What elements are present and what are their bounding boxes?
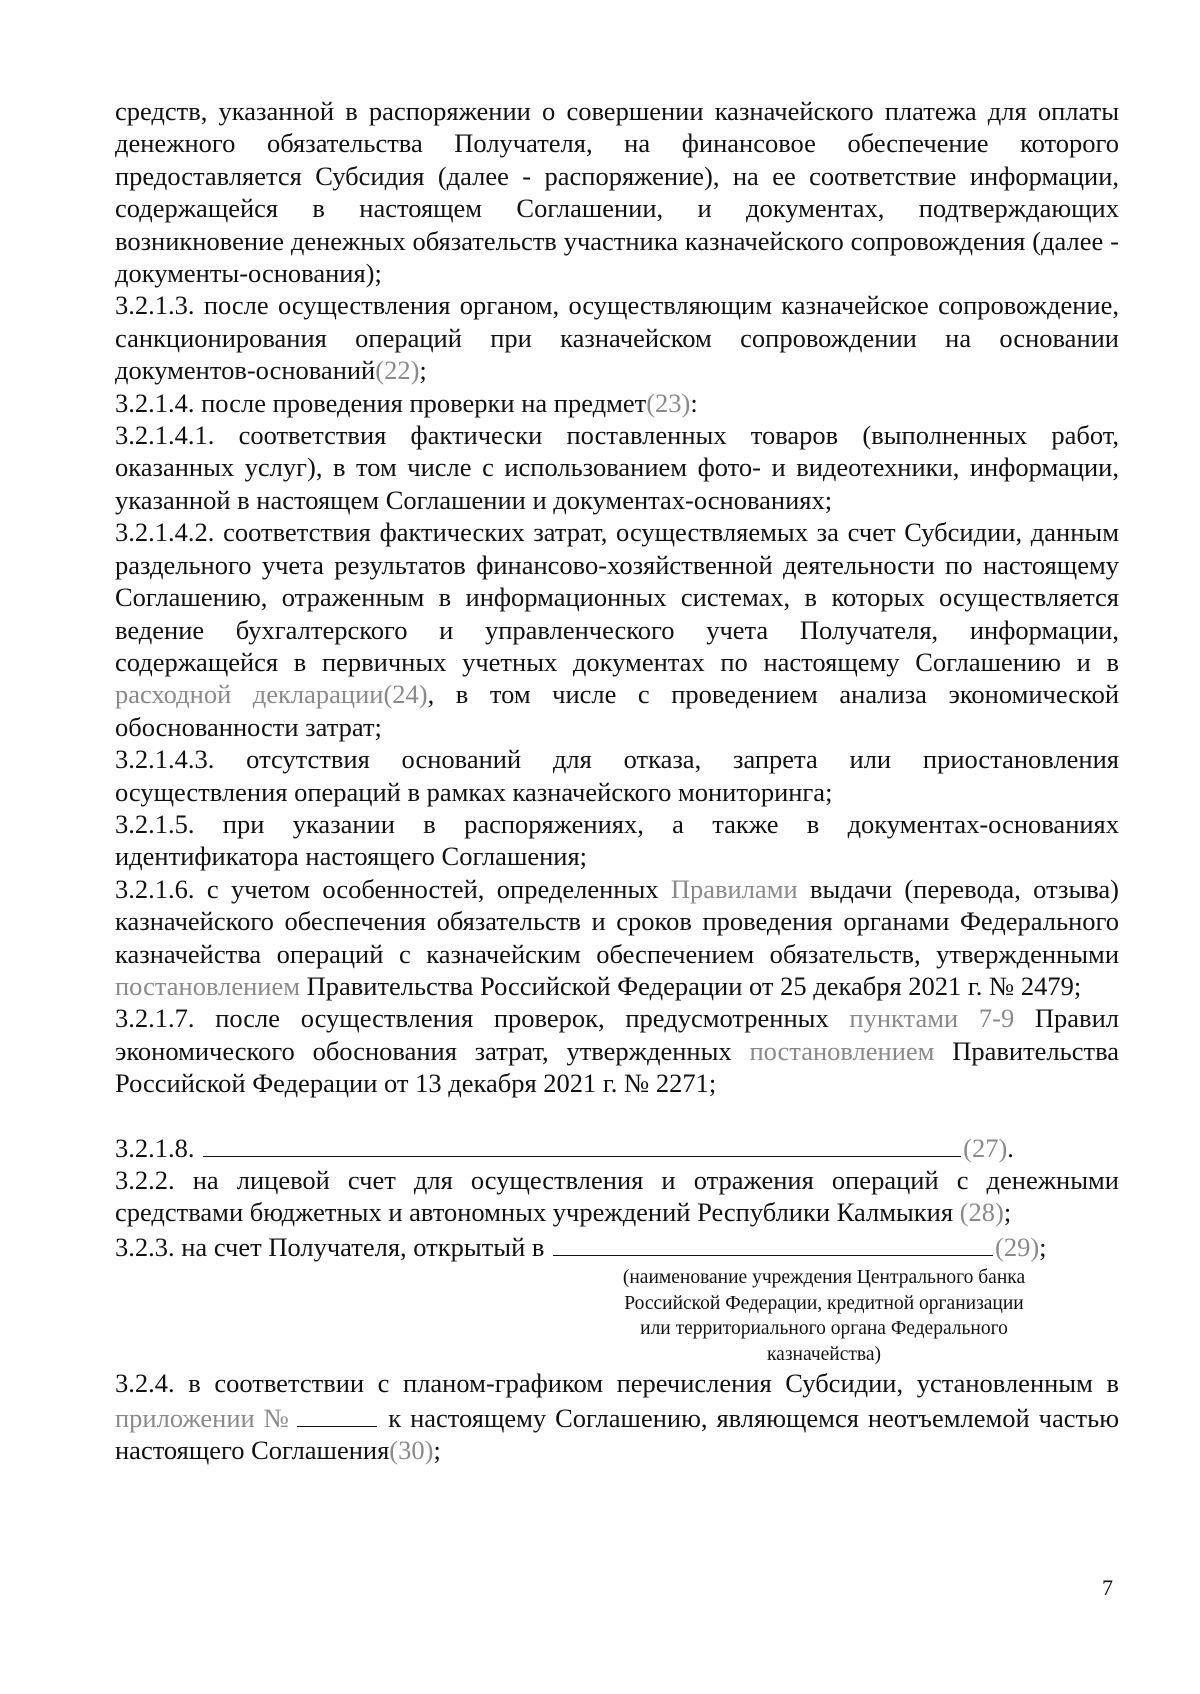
footnote-link-29[interactable]: (29) — [995, 1231, 1040, 1262]
footnote-link-23[interactable]: (23) — [646, 387, 691, 418]
paragraph-3-2-1-8 — [115, 1130, 1119, 1164]
paragraph-text: 3.2.1.6. с учетом особенностей, определенных — [115, 873, 671, 904]
resolution-link[interactable]: постановлением — [749, 1035, 935, 1066]
footnote-link-22[interactable]: (22) — [375, 355, 420, 386]
paragraph-end: Правительства Российской Федерации от 25 декабря 2021 г. № 2479; — [300, 970, 1082, 1001]
appendix-link[interactable]: приложении № — [115, 1402, 292, 1433]
paragraph-3-2-1-4-2 — [115, 516, 1119, 743]
resolution-link[interactable]: постановлением — [115, 970, 300, 1001]
spacer — [115, 1100, 1119, 1130]
paragraph-end: ; — [1039, 1231, 1047, 1262]
body-text — [115, 95, 1119, 1466]
paragraph-end: ; — [419, 355, 427, 386]
paragraph-3-2-2 — [115, 1164, 1119, 1229]
footnote-link-30[interactable]: (30) — [389, 1435, 434, 1466]
paragraph-text: выдачи (перевода, отзыва) казначейского обеспечения обязательств и сроков проведения органами Федерального казначейства операций с казначейским обеспечением обязательств, утвержденными — [115, 873, 1120, 969]
paragraph-text: Правил экономического обоснования затрат, утвержденных — [115, 1003, 1119, 1066]
paragraph-text: 3.2.1.3. после осуществления органом, осуществляющим казначейское сопровождение, санкционирования операций при казначейском сопровождении на основании документов-оснований — [115, 290, 1119, 386]
bank-name-blank-line[interactable] — [553, 1229, 993, 1256]
paragraph-text: 3.2.1.4.2. соответствия фактических затрат, осуществляемых за счет Субсидии, данным раздельного учета результатов финансово-хозяйственной деятельности по настоящему Соглашению, отраженным в информационных системах, в которых осуществляется ведение бухгалтерского и управленческого учета Получателя, информации, содержащейся в первичных учетных документах по настоящему Соглашению и в — [115, 517, 1119, 677]
paragraph-end: : — [690, 387, 698, 418]
paragraph-text: 3.2.1.4. после проведения проверки на предмет — [115, 387, 647, 418]
bank-name-caption: (наименование учреждения Центрального банка Российской Федерации, кредитной организации или территориального органа Федерального казначейства) — [622, 1267, 1026, 1365]
paragraph-3-2-1-5: 3.2.1.5. при указании в распоряжениях, а также в документах-основаниях идентификатора настоящего Соглашения; — [115, 808, 1119, 872]
footnote-link-27[interactable]: (27) — [963, 1132, 1008, 1163]
paragraph-text: 3.2.2. на лицевой счет для осуществления и отражения операций с денежными средствами бюджетных и автономных учреждений Республики Калмыкия — [115, 1165, 1119, 1228]
paragraph-3-2-1-4-3: 3.2.1.4.3. отсутствия оснований для отказа, запрета или приостановления осуществления операций в рамках казначейского мониторинга; — [115, 744, 1119, 807]
paragraph-text: к настоящему Соглашению, являющемся неотъемлемой частью настоящего Соглашения — [115, 1402, 1119, 1466]
paragraph-label: 3.2.1.8. — [115, 1132, 202, 1163]
paragraph-label: 3.2.3. на счет Получателя, открытый в — [115, 1231, 552, 1262]
paragraph-end: . — [1007, 1132, 1014, 1163]
paragraph-3-2-1-4 — [115, 387, 1119, 419]
points-link[interactable]: пунктами 7-9 — [849, 1003, 1015, 1034]
paragraph-end: Правительства Российской Федерации от 13 декабря 2021 г. № 2271; — [115, 1035, 1119, 1099]
footnote-link-28[interactable]: (28) — [959, 1197, 1004, 1228]
page-number: 7 — [1102, 1575, 1113, 1600]
paragraph-end: ; — [433, 1435, 441, 1466]
paragraph-end: ; — [1003, 1197, 1012, 1228]
paragraph-3-2-1-6 — [115, 873, 1119, 1003]
blank-fill-line[interactable] — [203, 1130, 961, 1157]
paragraph-3-2-1-3 — [115, 289, 1119, 386]
paragraph-text: 3.2.1.7. после осуществления проверок, предусмотренных — [115, 1003, 850, 1034]
paragraph-3-2-3 — [115, 1229, 1119, 1263]
expense-declaration-link[interactable]: расходной декларации(24) — [115, 679, 428, 710]
paragraph-3-2-4 — [115, 1367, 1119, 1466]
appendix-number-blank-line[interactable] — [297, 1400, 377, 1427]
paragraph-end: , в том числе с проведением анализа экономической обоснованности затрат; — [115, 679, 1119, 742]
paragraph-3-2-1-4-1: 3.2.1.4.1. соответствия фактически поставленных товаров (выполненных работ, оказанных услуг), в том числе с использованием фото- и видеотехники, информации, указанной в настоящем Соглашении и документах-основаниях; — [115, 420, 1119, 515]
paragraph-text: 3.2.4. в соответствии с планом-графиком перечисления Субсидии, установленным в — [115, 1368, 1119, 1399]
paragraph-3-2-1-7 — [115, 1002, 1119, 1099]
rules-link[interactable]: Правилами — [670, 873, 798, 904]
paragraph-continuation: средств, указанной в распоряжении о совершении казначейского платежа для оплаты денежного обязательства Получателя, на финансовое обеспечение которого предоставляется Субсидия (далее - распоряжение), на ее соответствие информации, содержащейся в настоящем Соглашении, и документах, подтверждающих возникновение денежных обязательств участника казначейского сопровождения (далее - документы-основания); — [115, 96, 1119, 289]
